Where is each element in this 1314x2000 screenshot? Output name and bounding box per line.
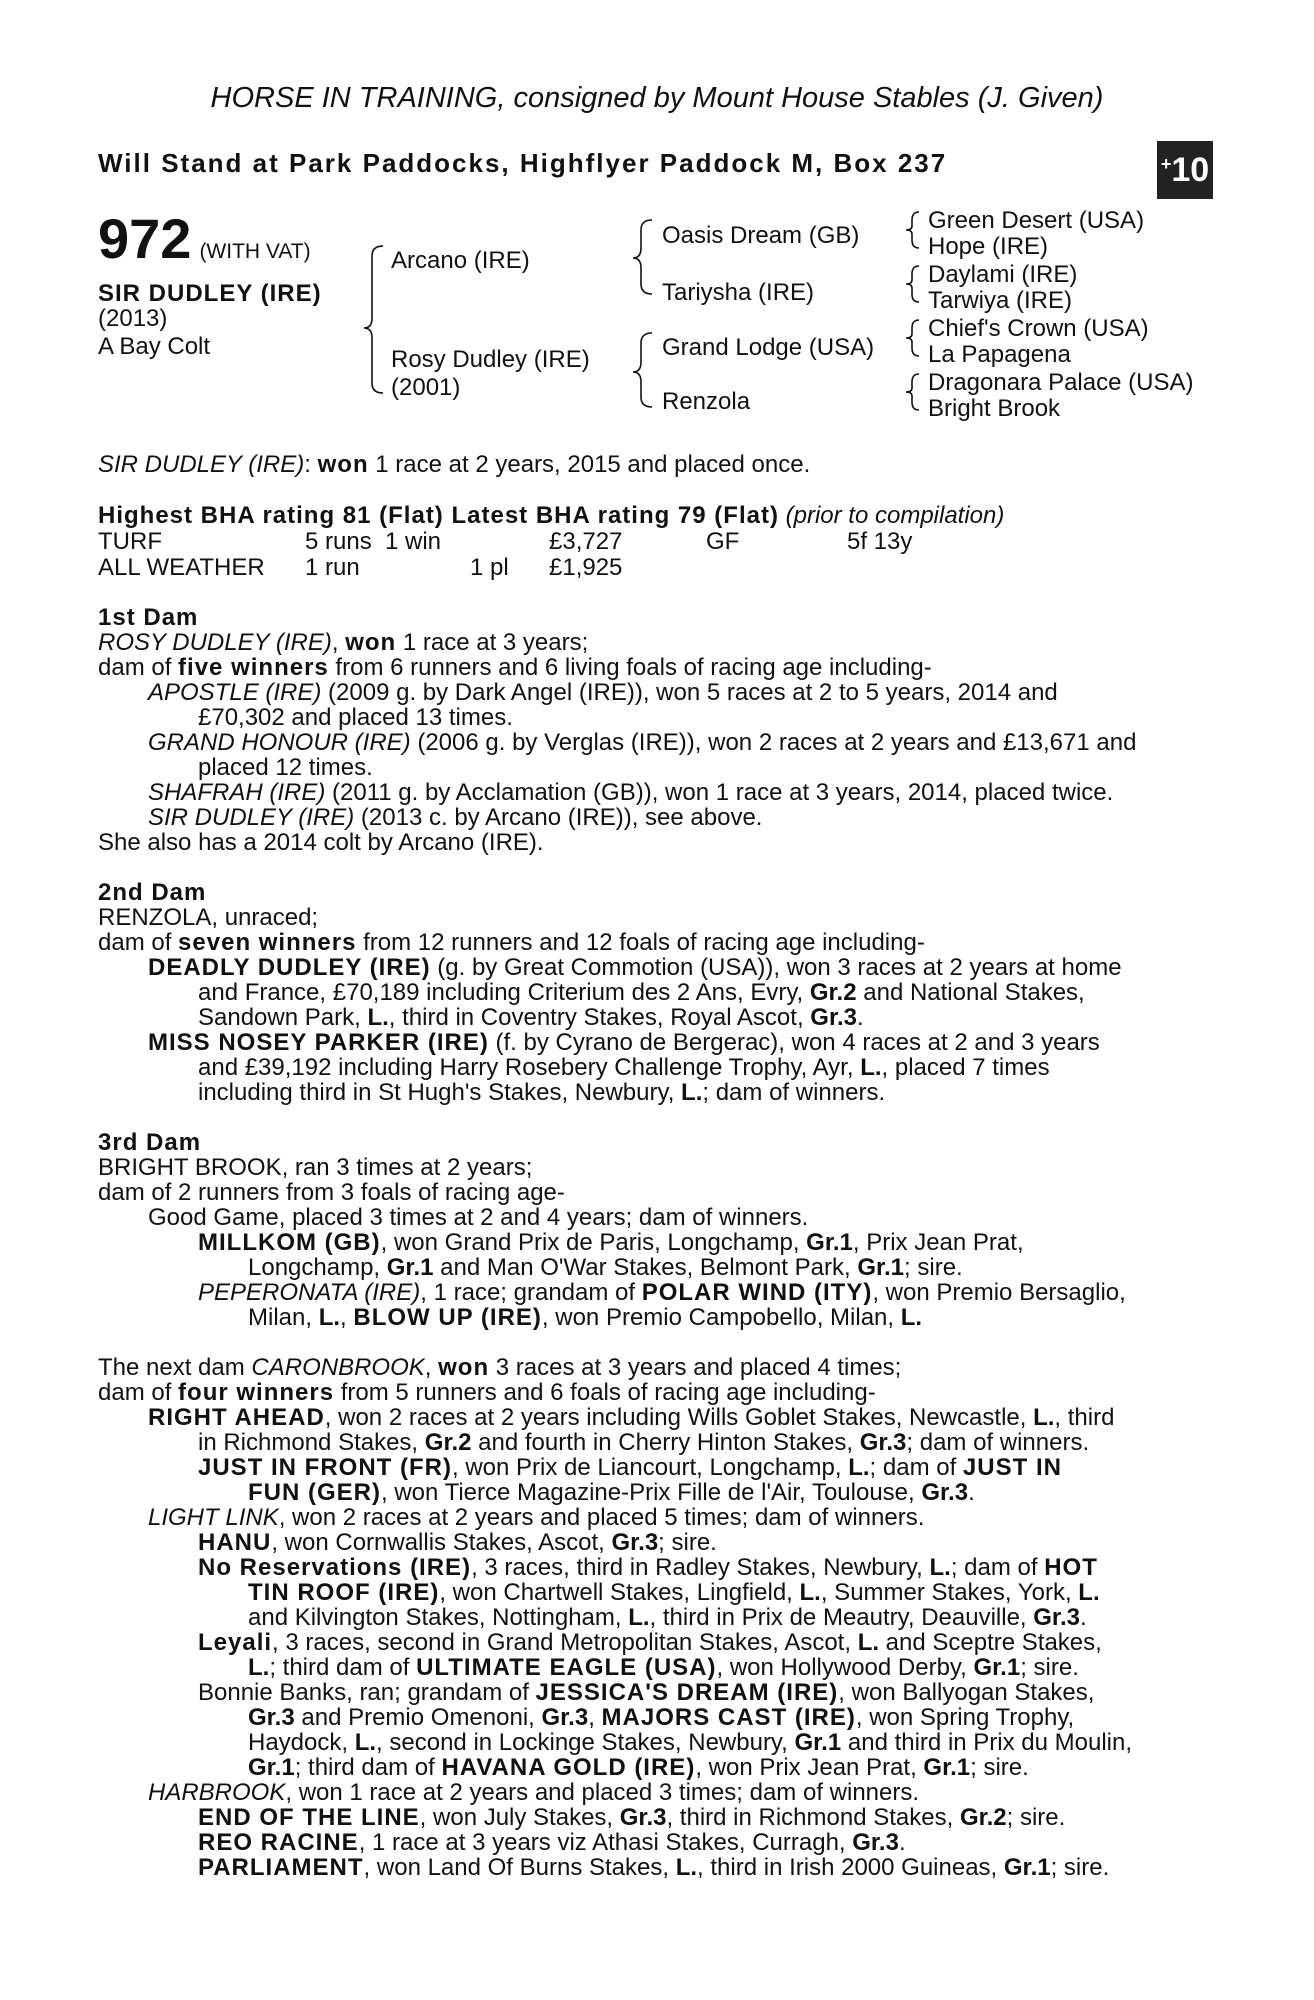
offspring-name: Leyali xyxy=(198,1629,273,1656)
text: , won Grand Prix de Paris, Longchamp, xyxy=(380,1229,807,1256)
text: (2006 g. by Verglas (IRE)), won 2 races at 2 years and £13,671 and xyxy=(410,729,1137,756)
text: , second in Lockinge Stakes, Newbury, xyxy=(376,1729,795,1756)
text: (2009 g. by Dark Angel (IRE)), won 5 races at 2 to 5 years, 2014 and xyxy=(321,679,1058,706)
listed: L. xyxy=(681,1079,703,1106)
grade: Gr.3 xyxy=(859,1429,907,1456)
text: , Summer Stakes, York, xyxy=(820,1579,1079,1606)
text: , won Land Of Burns Stakes, xyxy=(363,1854,676,1881)
text: , won 2 races at 2 years and placed 5 times; dam of winners. xyxy=(278,1504,925,1531)
text: , 1 race at 3 years viz Athasi Stakes, Curragh, xyxy=(358,1829,853,1856)
grade: Gr.3 xyxy=(611,1529,659,1556)
listed: L. xyxy=(1078,1579,1100,1606)
bonnie-banks-l2 xyxy=(248,1705,1074,1730)
text: 3 races at 3 years and placed 4 times; xyxy=(489,1354,902,1381)
text: , won Ballyogan Stakes, xyxy=(838,1679,1095,1706)
grade: Gr.1 xyxy=(1003,1854,1051,1881)
text: , third in Prix de Meautry, Deauville, xyxy=(649,1604,1034,1631)
text: , won Premio Bersaglio, xyxy=(872,1279,1126,1306)
race-summary: SIR DUDLEY (IRE): won 1 race at 2 years, 2015 and placed once. xyxy=(98,451,811,478)
listed: L. xyxy=(857,1629,880,1656)
listed: L. xyxy=(354,1729,377,1756)
text: , third in Richmond Stakes, xyxy=(666,1804,960,1831)
winners-count: four winners xyxy=(178,1379,335,1406)
gen3-1: Green Desert (USA) xyxy=(928,207,1145,234)
gen3-8: Bright Brook xyxy=(928,395,1061,422)
grade: Gr.1 xyxy=(857,1254,905,1281)
brace-main xyxy=(364,246,383,393)
text: Sandown Park, xyxy=(198,1004,368,1031)
offspring-name: REO RACINE xyxy=(198,1829,359,1856)
first-dam-line: ROSY DUDLEY (IRE), won 1 race at 3 years; xyxy=(98,629,589,656)
bonnie-banks-l3 xyxy=(248,1730,1132,1755)
grade: Gr.2 xyxy=(809,979,857,1006)
text: . xyxy=(898,1829,906,1856)
text: Milan, xyxy=(248,1304,319,1331)
offspring-grand-honour-cont: placed 12 times. xyxy=(198,754,373,781)
text: , 3 races, second in Grand Metropolitan Stakes, Ascot, xyxy=(272,1629,858,1656)
summary-won: won xyxy=(317,451,369,478)
text: Longchamp, xyxy=(248,1254,387,1281)
text: , won Premio Campobello, Milan, xyxy=(541,1304,901,1331)
listed: L. xyxy=(318,1304,341,1331)
offspring-name: SHAFRAH (IRE) xyxy=(148,779,326,806)
text: , won Hollywood Derby, xyxy=(716,1654,974,1681)
text: dam of xyxy=(98,929,179,956)
text: , xyxy=(588,1704,602,1731)
text: , third xyxy=(1054,1404,1115,1431)
offspring-right-ahead xyxy=(148,1405,1114,1430)
offspring-parliament xyxy=(198,1855,1109,1880)
offspring-apostle xyxy=(148,680,1058,705)
text: Haydock, xyxy=(248,1729,355,1756)
gen3-3: Daylami (IRE) xyxy=(928,261,1078,288)
text: ; sire. xyxy=(1020,1654,1079,1681)
grade: Gr.3 xyxy=(619,1804,667,1831)
grade: Gr.3 xyxy=(810,1004,857,1031)
gen3-5: Chief's Crown (USA) xyxy=(928,315,1149,342)
offspring-name: No Reservations (IRE) xyxy=(198,1554,472,1581)
listed: L. xyxy=(367,1004,389,1031)
right-ahead-l2 xyxy=(198,1430,1089,1455)
bold-name: HOT xyxy=(1044,1554,1098,1581)
offspring-millkom xyxy=(198,1230,1024,1255)
third-dam-produce: dam of 2 runners from 3 foals of racing age- xyxy=(98,1179,565,1206)
next-dam-line xyxy=(98,1355,901,1380)
grade: Gr.2 xyxy=(959,1804,1007,1831)
offspring-sir-dudley xyxy=(148,805,762,830)
first-dam-won: won xyxy=(345,629,397,656)
cell-wins: 1 win xyxy=(385,528,442,555)
offspring-name: SIR DUDLEY (IRE) xyxy=(148,804,355,831)
text: , third in Irish 2000 Guineas, xyxy=(697,1854,1004,1881)
second-dam-produce xyxy=(98,930,925,955)
cell-runs: 1 run xyxy=(305,554,360,581)
text: , won Chartwell Stakes, Lingfield, xyxy=(439,1579,800,1606)
offspring-name: MISS NOSEY PARKER (IRE) xyxy=(148,1029,489,1056)
brace-g3 xyxy=(906,320,919,356)
text: , won Tierce Magazine-Prix Fille de l'Air, Toulouse, xyxy=(380,1479,922,1506)
first-dam-also: She also has a 2014 colt by Arcano (IRE). xyxy=(98,829,544,856)
text: , 1 race; grandam of xyxy=(420,1279,642,1306)
first-dam-name: ROSY DUDLEY (IRE) xyxy=(98,629,332,656)
text: dam of xyxy=(98,1379,179,1406)
next-dam-produce xyxy=(98,1380,876,1405)
grade: Gr.1 xyxy=(973,1654,1021,1681)
bold-name: MAJORS CAST (IRE) xyxy=(601,1704,856,1731)
text: (2011 g. by Acclamation (GB)), won 1 race at 3 years, 2014, placed twice. xyxy=(325,779,1114,806)
text: and £39,192 including Harry Rosebery Challenge Trophy, Ayr, xyxy=(198,1054,861,1081)
offspring-name: GRAND HONOUR (IRE) xyxy=(148,729,411,756)
text: and France, £70,189 including Criterium des 2 Ans, Evry, xyxy=(198,979,810,1006)
third-dam-line: BRIGHT BROOK, ran 3 times at 2 years; xyxy=(98,1154,533,1181)
text: (2013 c. by Arcano (IRE)), see above. xyxy=(354,804,763,831)
second-dam-line: RENZOLA, unraced; xyxy=(98,904,319,931)
text: , won Prix de Liancourt, Longchamp, xyxy=(451,1454,849,1481)
stand-location: Will Stand at Park Paddocks, Highflyer Paddock M, Box 237 xyxy=(98,148,948,178)
text: , 3 races, third in Radley Stakes, Newbury, xyxy=(471,1554,930,1581)
cell-runs: 5 runs xyxy=(305,528,372,555)
bold-name: POLAR WIND (ITY) xyxy=(641,1279,873,1306)
gen3-4: Tarwiya (IRE) xyxy=(928,287,1073,314)
first-dam-produce xyxy=(98,655,932,680)
text: from 5 runners and 6 foals of racing age including- xyxy=(334,1379,876,1406)
dam-year: (2001) xyxy=(391,374,461,401)
grade: Gr.3 xyxy=(921,1479,969,1506)
bold-name: JESSICA'S DREAM (IRE) xyxy=(535,1679,839,1706)
text: and Sceptre Stakes, xyxy=(879,1629,1102,1656)
grade: Gr.3 xyxy=(852,1829,899,1856)
grade: Gr.1 xyxy=(806,1229,853,1256)
third-dam-heading: 3rd Dam xyxy=(98,1129,202,1156)
grade: Gr.2 xyxy=(424,1429,472,1456)
text: , won Cornwallis Stakes, Ascot, xyxy=(271,1529,612,1556)
just-in-front-l2 xyxy=(248,1480,975,1505)
peperonata-l2 xyxy=(248,1305,922,1330)
offspring-grand-honour xyxy=(148,730,1136,755)
offspring-name: DEADLY DUDLEY (IRE) xyxy=(148,954,431,981)
text: , xyxy=(340,1304,354,1331)
gen3-6: La Papagena xyxy=(928,341,1071,368)
text: . xyxy=(968,1479,975,1506)
offspring-end-of-the-line xyxy=(198,1805,1065,1830)
mnp-l2 xyxy=(198,1055,1050,1080)
brace-g2 xyxy=(906,266,919,302)
text: . xyxy=(1079,1604,1087,1631)
bold-name: ULTIMATE EAGLE (USA) xyxy=(416,1654,717,1681)
offspring-just-in-front xyxy=(198,1455,1062,1480)
millkom-l2 xyxy=(248,1255,963,1280)
grade: Gr.1 xyxy=(248,1754,295,1781)
cell-going: GF xyxy=(706,528,740,555)
offspring-deadly-dudley xyxy=(148,955,1122,980)
offspring-name: HANU xyxy=(198,1529,272,1556)
listed: L. xyxy=(675,1854,698,1881)
text: , Prix Jean Prat, xyxy=(852,1229,1024,1256)
listed: L. xyxy=(848,1454,870,1481)
grade: Gr.1 xyxy=(386,1254,434,1281)
gen3-7: Dragonara Palace (USA) xyxy=(928,369,1194,396)
brace-g4 xyxy=(906,374,919,410)
text: and Kilvington Stakes, Nottingham, xyxy=(248,1604,629,1631)
gen3-2: Hope (IRE) xyxy=(928,233,1049,260)
text: ; sire. xyxy=(658,1529,717,1556)
horse-description: A Bay Colt xyxy=(98,333,211,360)
offspring-harbrook xyxy=(148,1780,919,1805)
text: and Premio Omenoni, xyxy=(294,1704,542,1731)
text: ; third dam of xyxy=(269,1654,417,1681)
offspring-no-reservations xyxy=(198,1555,1098,1580)
grade: Gr.3 xyxy=(248,1704,295,1731)
ratings-note: (prior to compilation) xyxy=(785,502,1005,529)
text: , xyxy=(424,1354,439,1381)
sire-sire: Oasis Dream (GB) xyxy=(662,222,860,249)
text: and National Stakes, xyxy=(856,979,1085,1006)
cell-prize: £3,727 xyxy=(549,528,623,555)
cell-places: 1 pl xyxy=(470,554,509,581)
offspring-name: HARBROOK xyxy=(148,1779,286,1806)
offspring-name: APOSTLE (IRE) xyxy=(148,679,322,706)
listed: L. xyxy=(860,1054,882,1081)
listed: L. xyxy=(900,1304,923,1331)
bha-ratings xyxy=(98,503,1004,528)
offspring-name: MILLKOM (GB) xyxy=(198,1229,381,1256)
text: , won 2 races at 2 years including Wills Goblet Stakes, Newcastle, xyxy=(324,1404,1034,1431)
text: ; sire. xyxy=(970,1754,1029,1781)
offspring-name: JUST IN FRONT (FR) xyxy=(198,1454,452,1481)
badge-plus: + xyxy=(1160,153,1172,174)
text: , placed 7 times xyxy=(881,1054,1050,1081)
offspring-name: LIGHT LINK xyxy=(148,1504,279,1531)
text: Bonnie Banks, ran; grandam of xyxy=(198,1679,536,1706)
listed: L. xyxy=(799,1579,821,1606)
cell-distance: 5f 13y xyxy=(847,528,913,555)
text: ; sire. xyxy=(1006,1804,1066,1831)
text: and Man O'War Stakes, Belmont Park, xyxy=(433,1254,858,1281)
summary-text: 1 race at 2 years, 2015 and placed once. xyxy=(368,451,811,478)
brace-sire xyxy=(633,220,652,294)
offspring-bonnie-banks xyxy=(198,1680,1094,1705)
listed: L. xyxy=(1033,1404,1055,1431)
text: ; dam of winners. xyxy=(702,1079,886,1106)
deadly-dudley-l3 xyxy=(198,1005,864,1030)
offspring-miss-nosey-parker xyxy=(148,1030,1100,1055)
offspring-hanu xyxy=(198,1530,717,1555)
sire: Arcano (IRE) xyxy=(391,247,530,274)
text: , won Spring Trophy, xyxy=(855,1704,1075,1731)
offspring-name: PARLIAMENT xyxy=(198,1854,364,1881)
bold-name: BLOW UP (IRE) xyxy=(353,1304,542,1331)
text: in Richmond Stakes, xyxy=(198,1429,425,1456)
text: , won Prix Jean Prat, xyxy=(695,1754,924,1781)
text: including third in St Hugh's Stakes, Newbury, xyxy=(198,1079,682,1106)
offspring-leyali xyxy=(198,1630,1102,1655)
offspring-good-game: Good Game, placed 3 times at 2 and 4 years; dam of winners. xyxy=(148,1204,809,1231)
won: won xyxy=(438,1354,490,1381)
mnp-l3 xyxy=(198,1080,885,1105)
ratings-highest: Highest BHA rating 81 (Flat) Latest BHA rating 79 (Flat) xyxy=(98,502,779,529)
vat-label: (WITH VAT) xyxy=(199,240,311,263)
summary-name: SIR DUDLEY (IRE) xyxy=(98,451,305,478)
deadly-dudley-l2 xyxy=(198,980,1085,1005)
bonnie-banks-l4 xyxy=(248,1755,1029,1780)
page-title: HORSE IN TRAINING, consigned by Mount House Stables (J. Given) xyxy=(210,82,1104,114)
text: (f. by Cyrano de Bergerac), won 4 races at 2 and 3 years xyxy=(488,1029,1100,1056)
offspring-name: PEPERONATA (IRE) xyxy=(198,1279,421,1306)
offspring-apostle-cont: £70,302 and placed 13 times. xyxy=(198,704,513,731)
second-dam-heading: 2nd Dam xyxy=(98,879,207,906)
text: from 6 runners and 6 living foals of racing age including- xyxy=(328,654,932,681)
horse-name: SIR DUDLEY (IRE) xyxy=(98,280,322,307)
text: , won July Stakes, xyxy=(419,1804,620,1831)
text: from 12 runners and 12 foals of racing age including- xyxy=(356,929,925,956)
bold-name: JUST IN xyxy=(962,1454,1062,1481)
offspring-name: END OF THE LINE xyxy=(198,1804,420,1831)
first-dam-heading: 1st Dam xyxy=(98,604,199,631)
badge-number: 10 xyxy=(1171,150,1210,189)
text: ; dam of xyxy=(950,1554,1045,1581)
cell-surface: ALL WEATHER xyxy=(98,554,265,581)
dam-dam: Renzola xyxy=(662,388,751,415)
winners-count: five winners xyxy=(178,654,329,681)
text: ; dam of winners. xyxy=(906,1429,1090,1456)
grade: Gr.3 xyxy=(541,1704,589,1731)
bold-name: FUN (GER) xyxy=(248,1479,381,1506)
text: , won 1 race at 2 years and placed 3 times; dam of winners. xyxy=(285,1779,920,1806)
no-reservations-l3 xyxy=(248,1605,1087,1630)
offspring-shafrah xyxy=(148,780,1113,805)
dam-sire: Grand Lodge (USA) xyxy=(662,334,875,361)
offspring-light-link xyxy=(148,1505,924,1530)
bold-name: TIN ROOF (IRE) xyxy=(248,1579,440,1606)
bold-name: HAVANA GOLD (IRE) xyxy=(441,1754,696,1781)
text: , third in Coventry Stakes, Royal Ascot, xyxy=(388,1004,811,1031)
brace-dam xyxy=(633,333,652,407)
dam: Rosy Dudley (IRE) xyxy=(391,346,590,373)
offspring-reo-racine xyxy=(198,1830,906,1855)
text: ; sire. xyxy=(1050,1854,1110,1881)
text: . xyxy=(856,1004,864,1031)
leyali-l2 xyxy=(248,1655,1079,1680)
next-dam-name: CARONBROOK xyxy=(251,1354,425,1381)
horse-year: (2013) xyxy=(98,305,168,332)
grade: Gr.1 xyxy=(794,1729,842,1756)
text: ; sire. xyxy=(904,1254,963,1281)
text: The next dam xyxy=(98,1354,252,1381)
listed: L. xyxy=(248,1654,270,1681)
text: and fourth in Cherry Hinton Stakes, xyxy=(471,1429,860,1456)
brace-g1 xyxy=(906,212,919,248)
text: ; third dam of xyxy=(294,1754,442,1781)
text: (g. by Great Commotion (USA)), won 3 races at 2 years at home xyxy=(430,954,1122,981)
listed: L. xyxy=(628,1604,650,1631)
text: ; dam of xyxy=(869,1454,963,1481)
cell-prize: £1,925 xyxy=(549,554,623,581)
grade: Gr.1 xyxy=(923,1754,971,1781)
sire-dam: Tariysha (IRE) xyxy=(662,279,815,306)
offspring-peperonata xyxy=(198,1280,1126,1305)
cell-surface: TURF xyxy=(98,528,162,555)
offspring-name: RIGHT AHEAD xyxy=(148,1404,325,1431)
listed: L. xyxy=(929,1554,951,1581)
lot-number: 972 xyxy=(98,207,192,270)
grade: Gr.3 xyxy=(1033,1604,1080,1631)
text: and third in Prix du Moulin, xyxy=(841,1729,1133,1756)
first-dam-rest: 1 race at 3 years; xyxy=(396,629,589,656)
no-reservations-l2 xyxy=(248,1580,1100,1605)
text: dam of xyxy=(98,654,179,681)
winners-count: seven winners xyxy=(178,929,357,956)
